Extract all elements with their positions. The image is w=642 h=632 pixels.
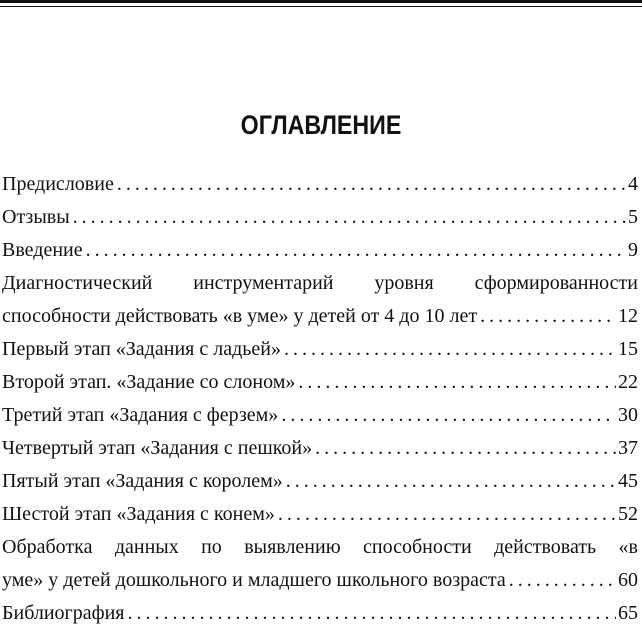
toc-entry-stage-pawn	[2, 434, 638, 467]
toc-entry-page: 15	[618, 338, 638, 360]
toc-entry-introduction	[2, 236, 638, 269]
toc-entry-stage-king	[2, 467, 638, 500]
dot-leader	[86, 236, 626, 264]
toc-entry-stage-queen	[2, 401, 638, 434]
toc-entry-stage-knight	[2, 500, 638, 533]
toc-entry-page: 9	[628, 239, 638, 261]
toc-entry-title: Четвертый этап «Задания с пешкой»	[2, 437, 313, 459]
dot-leader	[284, 335, 616, 363]
toc-entry-title: Третий этап «Задания с ферзем»	[2, 404, 279, 426]
dot-leader	[298, 368, 616, 396]
toc-entry-title: Пятый этап «Задания с королем»	[2, 470, 283, 492]
dot-leader	[509, 566, 616, 594]
table-of-contents	[2, 170, 638, 632]
toc-entry-title: Предисловие	[2, 173, 114, 195]
toc-entry-page: 5	[628, 206, 638, 228]
toc-entry-data-processing	[2, 533, 638, 599]
toc-entry-page: 22	[618, 371, 638, 393]
toc-entry-page: 12	[618, 305, 638, 327]
toc-entry-page: 65	[618, 602, 638, 624]
toc-entry-title-line2: уме» у детей дошкольного и младшего школьного возраста	[2, 569, 506, 591]
toc-entry-page: 60	[618, 569, 638, 591]
toc-entry-diagnostics	[2, 269, 638, 335]
toc-entry-title: Шестой этап «Задания с конем»	[2, 503, 275, 525]
toc-entry-title: Второй этап. «Задание со слоном»	[2, 371, 296, 393]
toc-entry-title-line2: способности действовать «в уме» у детей от 4 до 10 лет	[2, 305, 478, 327]
toc-entry-bibliography	[2, 599, 638, 632]
toc-entry-title: Введение	[2, 239, 83, 261]
toc-entry-title-line1: Диагностический инструментарий уровня сформированности	[2, 272, 638, 294]
toc-entry-page: 30	[618, 404, 638, 426]
toc-entry-page: 45	[618, 470, 638, 492]
header-rule	[0, 0, 642, 9]
header-rule-thick	[0, 0, 642, 3]
toc-entry-preface	[2, 170, 638, 203]
dot-leader	[117, 170, 626, 198]
dot-leader	[315, 434, 616, 462]
dot-leader	[278, 500, 616, 528]
page-title: ОГЛАВЛЕНИЕ	[240, 110, 402, 140]
toc-entry-title-line1: Обработка данных по выявлению способности действовать «в	[2, 536, 638, 558]
toc-entry-stage-bishop	[2, 368, 638, 401]
dot-leader	[281, 401, 616, 429]
toc-entry-page: 37	[618, 437, 638, 459]
dot-leader	[480, 302, 616, 330]
toc-entry-title: Первый этап «Задания с ладьей»	[2, 338, 281, 360]
toc-entry-page: 52	[618, 503, 638, 525]
toc-entry-title: Отзывы	[2, 206, 70, 228]
toc-entry-title: Библиография	[2, 602, 125, 624]
dot-leader	[73, 203, 626, 231]
toc-entry-reviews	[2, 203, 638, 236]
toc-entry-page: 4	[628, 173, 638, 195]
toc-entry-stage-rook	[2, 335, 638, 368]
dot-leader	[286, 467, 616, 495]
header-rule-thin	[0, 6, 642, 7]
